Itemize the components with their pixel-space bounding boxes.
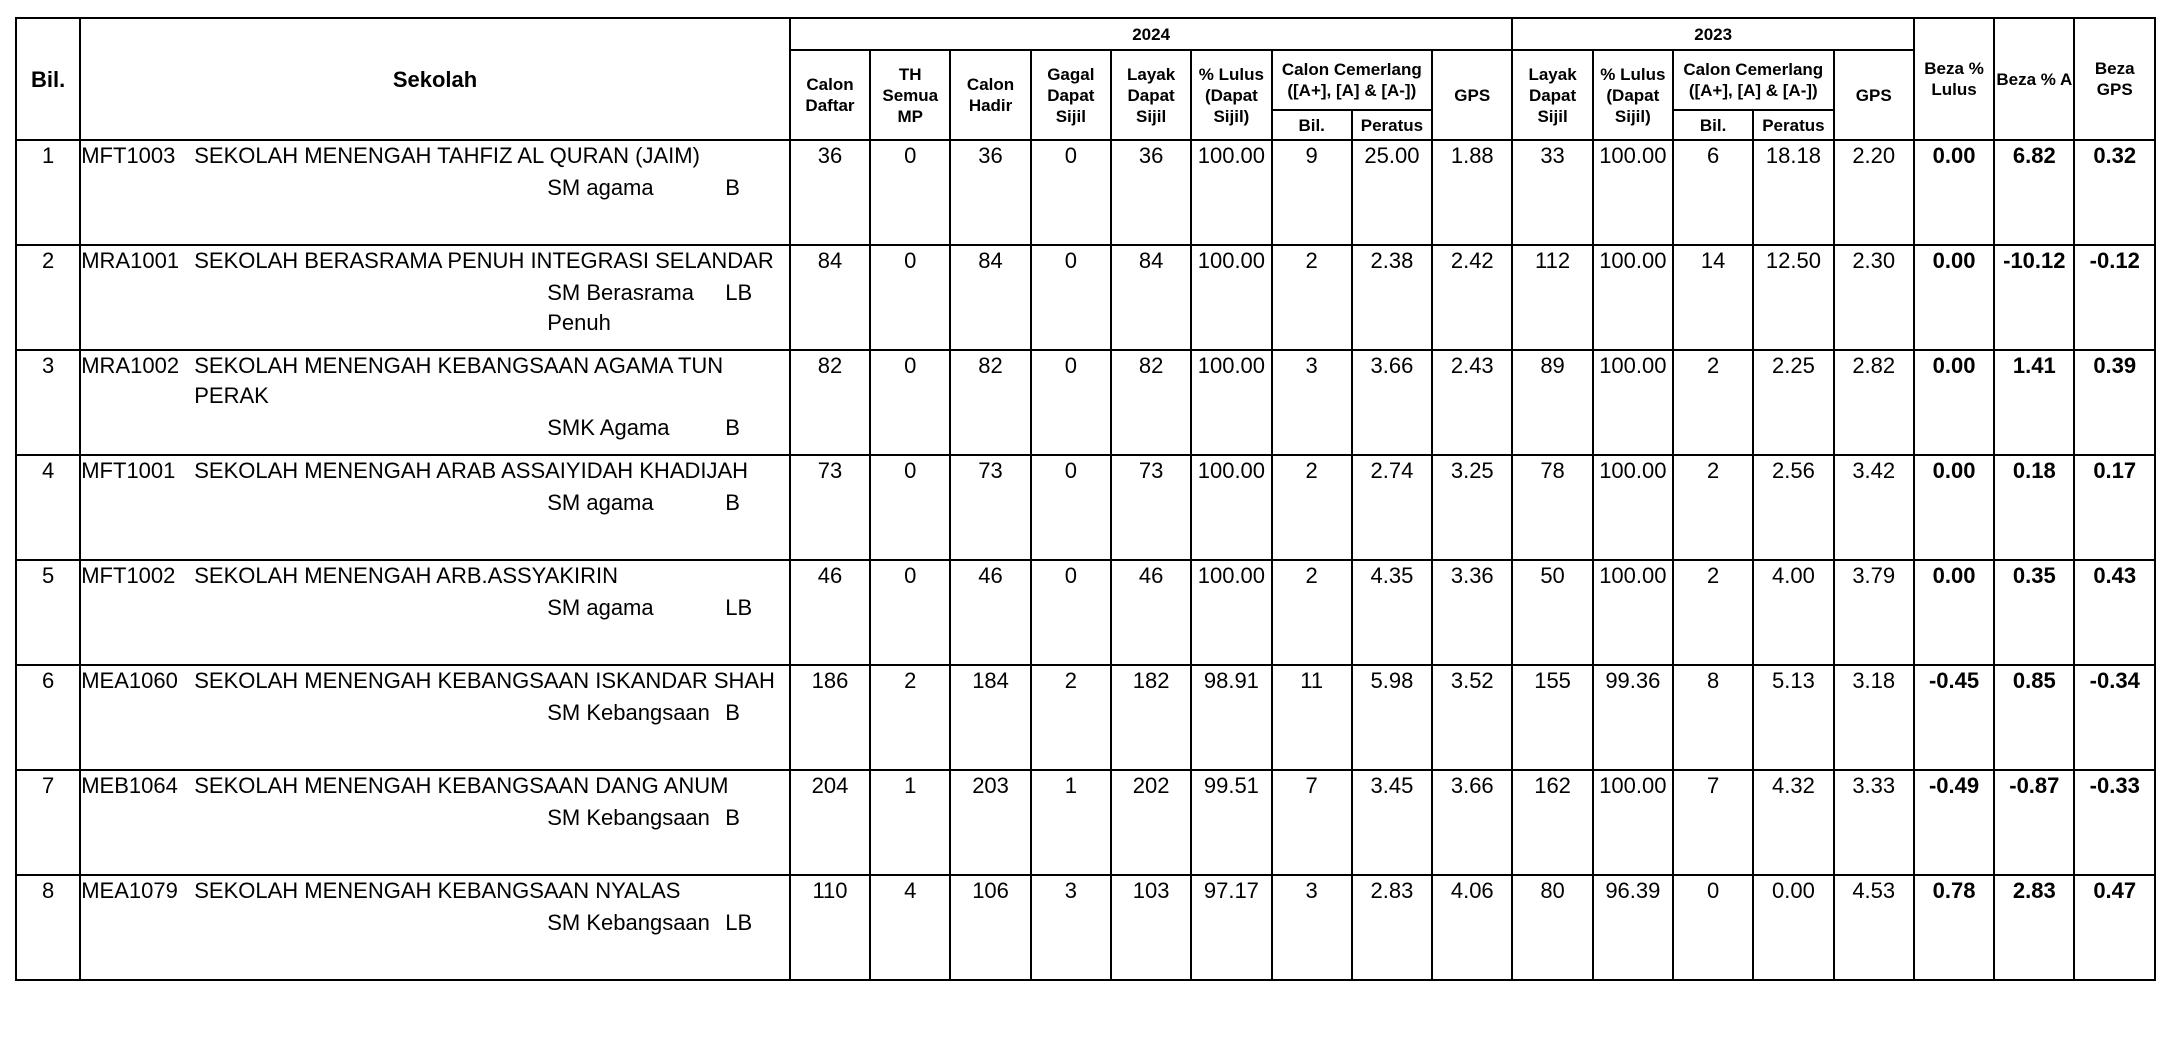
cell-cemerlang-bil: 2 xyxy=(1272,560,1352,665)
cell-prev-gps: 3.18 xyxy=(1834,665,1914,770)
header-year-2023: 2023 xyxy=(1512,18,1913,50)
school-type: SMK Agama xyxy=(547,415,670,440)
cell-layak-dapat-sijil: 36 xyxy=(1111,140,1191,245)
cell-gps: 4.06 xyxy=(1432,875,1512,980)
cell-beza-lulus: -0.45 xyxy=(1914,665,1994,770)
cell-beza-lulus: 0.00 xyxy=(1914,455,1994,560)
cell-bil: 1 xyxy=(16,140,80,245)
cell-gagal-dapat-sijil: 0 xyxy=(1031,560,1111,665)
header-th-semua-mp: TH Semua MP xyxy=(870,50,950,140)
cell-beza-lulus: 0.78 xyxy=(1914,875,1994,980)
cell-calon-hadir: 203 xyxy=(950,770,1030,875)
header-calon-cemerlang: Calon Cemerlang ([A+], [A] & [A-]) xyxy=(1272,50,1433,110)
school-status: B xyxy=(725,175,740,200)
school-code: MFT1002 xyxy=(81,563,176,588)
table-row xyxy=(16,875,2155,980)
cell-th-semua-mp: 0 xyxy=(870,455,950,560)
cell-calon-hadir: 106 xyxy=(950,875,1030,980)
cell-gagal-dapat-sijil: 0 xyxy=(1031,245,1111,350)
header-gps: GPS xyxy=(1432,50,1512,140)
school-name: SEKOLAH MENENGAH KEBANGSAAN NYALAS xyxy=(194,878,681,903)
cell-cemerlang-peratus: 3.45 xyxy=(1352,770,1432,875)
cell-prev-layak-dapat-sijil: 33 xyxy=(1512,140,1592,245)
header-gagal-dapat-sijil: Gagal Dapat Sijil xyxy=(1031,50,1111,140)
cell-gagal-dapat-sijil: 0 xyxy=(1031,140,1111,245)
cell-cemerlang-bil: 3 xyxy=(1272,875,1352,980)
table-row xyxy=(16,560,2155,665)
cell-th-semua-mp: 1 xyxy=(870,770,950,875)
cell-prev-cemerlang-peratus: 2.56 xyxy=(1753,455,1833,560)
header-beza-lulus: Beza % Lulus xyxy=(1914,18,1994,140)
school-name: SEKOLAH MENENGAH KEBANGSAAN DANG ANUM xyxy=(194,773,729,798)
cell-beza-a: 6.82 xyxy=(1994,140,2074,245)
school-type: SM agama xyxy=(547,490,654,515)
cell-cemerlang-bil: 2 xyxy=(1272,245,1352,350)
cell-beza-gps: -0.12 xyxy=(2074,245,2155,350)
school-status: LB xyxy=(725,280,753,305)
school-name: SEKOLAH MENENGAH TAHFIZ AL QURAN (JAIM) xyxy=(194,143,700,168)
cell-th-semua-mp: 0 xyxy=(870,560,950,665)
cell-prev-layak-dapat-sijil: 155 xyxy=(1512,665,1592,770)
cell-prev-cemerlang-peratus: 0.00 xyxy=(1753,875,1833,980)
cell-pct-lulus: 99.51 xyxy=(1191,770,1271,875)
cell-prev-layak-dapat-sijil: 50 xyxy=(1512,560,1592,665)
cell-gps: 3.25 xyxy=(1432,455,1512,560)
cell-prev-gps: 2.30 xyxy=(1834,245,1914,350)
school-status: B xyxy=(725,805,740,830)
cell-gagal-dapat-sijil: 0 xyxy=(1031,350,1111,455)
cell-gagal-dapat-sijil: 0 xyxy=(1031,455,1111,560)
cell-cemerlang-peratus: 2.74 xyxy=(1352,455,1432,560)
school-code: MRA1001 xyxy=(81,248,180,273)
school-name: SEKOLAH MENENGAH KEBANGSAAN AGAMA TUN PERAK xyxy=(194,353,724,408)
school-name: SEKOLAH MENENGAH ARAB ASSAIYIDAH KHADIJAH xyxy=(194,458,749,483)
cell-sekolah xyxy=(80,455,790,560)
cell-cemerlang-peratus: 5.98 xyxy=(1352,665,1432,770)
cell-th-semua-mp: 2 xyxy=(870,665,950,770)
cell-beza-gps: 0.43 xyxy=(2074,560,2155,665)
cell-beza-a: 0.35 xyxy=(1994,560,2074,665)
cell-th-semua-mp: 4 xyxy=(870,875,950,980)
cell-cemerlang-bil: 2 xyxy=(1272,455,1352,560)
cell-pct-lulus: 100.00 xyxy=(1191,245,1271,350)
cell-sekolah xyxy=(80,875,790,980)
school-status: B xyxy=(725,490,740,515)
cell-prev-gps: 2.82 xyxy=(1834,350,1914,455)
school-name: SEKOLAH MENENGAH ARB.ASSYAKIRIN xyxy=(194,563,619,588)
header-beza-a: Beza % A xyxy=(1994,18,2074,140)
header-bil: Bil. xyxy=(16,18,80,140)
cell-cemerlang-bil: 3 xyxy=(1272,350,1352,455)
cell-sekolah xyxy=(80,140,790,245)
header-calon-hadir: Calon Hadir xyxy=(950,50,1030,140)
cell-prev-cemerlang-bil: 6 xyxy=(1673,140,1753,245)
cell-layak-dapat-sijil: 73 xyxy=(1111,455,1191,560)
cell-prev-pct-lulus: 99.36 xyxy=(1593,665,1673,770)
cell-calon-daftar: 186 xyxy=(790,665,870,770)
school-name: SEKOLAH BERASRAMA PENUH INTEGRASI SELANDAR xyxy=(194,248,774,273)
cell-gps: 3.66 xyxy=(1432,770,1512,875)
results-table xyxy=(15,17,2156,981)
cell-layak-dapat-sijil: 46 xyxy=(1111,560,1191,665)
cell-beza-lulus: 0.00 xyxy=(1914,560,1994,665)
header-prev-cemerlang-bil: Bil. xyxy=(1673,110,1753,140)
cell-pct-lulus: 97.17 xyxy=(1191,875,1271,980)
table-row xyxy=(16,770,2155,875)
header-calon-daftar: Calon Daftar xyxy=(790,50,870,140)
cell-th-semua-mp: 0 xyxy=(870,140,950,245)
cell-layak-dapat-sijil: 103 xyxy=(1111,875,1191,980)
cell-beza-lulus: 0.00 xyxy=(1914,245,1994,350)
cell-calon-hadir: 184 xyxy=(950,665,1030,770)
cell-gps: 2.43 xyxy=(1432,350,1512,455)
cell-sekolah xyxy=(80,350,790,455)
cell-prev-gps: 4.53 xyxy=(1834,875,1914,980)
cell-cemerlang-bil: 9 xyxy=(1272,140,1352,245)
cell-prev-cemerlang-bil: 7 xyxy=(1673,770,1753,875)
table-header xyxy=(16,18,2155,140)
cell-cemerlang-peratus: 4.35 xyxy=(1352,560,1432,665)
table-row xyxy=(16,665,2155,770)
cell-bil: 3 xyxy=(16,350,80,455)
cell-beza-gps: 0.39 xyxy=(2074,350,2155,455)
cell-cemerlang-bil: 11 xyxy=(1272,665,1352,770)
cell-prev-pct-lulus: 96.39 xyxy=(1593,875,1673,980)
cell-prev-layak-dapat-sijil: 162 xyxy=(1512,770,1592,875)
header-prev-cemerlang-peratus: Peratus xyxy=(1753,110,1833,140)
cell-bil: 5 xyxy=(16,560,80,665)
header-cemerlang-bil: Bil. xyxy=(1272,110,1352,140)
cell-beza-a: -10.12 xyxy=(1994,245,2074,350)
cell-gps: 2.42 xyxy=(1432,245,1512,350)
cell-pct-lulus: 100.00 xyxy=(1191,140,1271,245)
header-layak-dapat-sijil: Layak Dapat Sijil xyxy=(1111,50,1191,140)
cell-beza-a: 0.85 xyxy=(1994,665,2074,770)
cell-calon-daftar: 110 xyxy=(790,875,870,980)
cell-bil: 6 xyxy=(16,665,80,770)
header-cemerlang-peratus: Peratus xyxy=(1352,110,1432,140)
cell-prev-pct-lulus: 100.00 xyxy=(1593,245,1673,350)
cell-calon-daftar: 36 xyxy=(790,140,870,245)
cell-calon-daftar: 73 xyxy=(790,455,870,560)
school-type: SM Berasrama Penuh xyxy=(547,280,694,335)
cell-layak-dapat-sijil: 202 xyxy=(1111,770,1191,875)
cell-sekolah xyxy=(80,665,790,770)
school-status: LB xyxy=(725,595,753,620)
cell-prev-cemerlang-bil: 2 xyxy=(1673,350,1753,455)
cell-prev-layak-dapat-sijil: 80 xyxy=(1512,875,1592,980)
cell-bil: 2 xyxy=(16,245,80,350)
cell-cemerlang-peratus: 2.38 xyxy=(1352,245,1432,350)
cell-prev-cemerlang-peratus: 2.25 xyxy=(1753,350,1833,455)
cell-prev-pct-lulus: 100.00 xyxy=(1593,140,1673,245)
table-row xyxy=(16,140,2155,245)
cell-pct-lulus: 100.00 xyxy=(1191,350,1271,455)
cell-prev-layak-dapat-sijil: 112 xyxy=(1512,245,1592,350)
cell-sekolah xyxy=(80,560,790,665)
cell-beza-gps: 0.32 xyxy=(2074,140,2155,245)
header-pct-lulus: % Lulus (Dapat Sijil) xyxy=(1191,50,1271,140)
cell-prev-cemerlang-peratus: 4.32 xyxy=(1753,770,1833,875)
cell-beza-gps: -0.34 xyxy=(2074,665,2155,770)
cell-prev-cemerlang-bil: 8 xyxy=(1673,665,1753,770)
header-prev-gps: GPS xyxy=(1834,50,1914,140)
cell-prev-pct-lulus: 100.00 xyxy=(1593,770,1673,875)
table-row xyxy=(16,245,2155,350)
cell-layak-dapat-sijil: 84 xyxy=(1111,245,1191,350)
cell-calon-hadir: 36 xyxy=(950,140,1030,245)
cell-prev-layak-dapat-sijil: 78 xyxy=(1512,455,1592,560)
cell-calon-hadir: 73 xyxy=(950,455,1030,560)
cell-beza-gps: -0.33 xyxy=(2074,770,2155,875)
cell-calon-daftar: 204 xyxy=(790,770,870,875)
cell-beza-a: -0.87 xyxy=(1994,770,2074,875)
cell-prev-pct-lulus: 100.00 xyxy=(1593,560,1673,665)
cell-prev-gps: 3.42 xyxy=(1834,455,1914,560)
cell-beza-gps: 0.47 xyxy=(2074,875,2155,980)
table-row xyxy=(16,455,2155,560)
school-code: MRA1002 xyxy=(81,353,180,378)
school-type: SM Kebangsaan xyxy=(547,700,710,725)
school-status: LB xyxy=(725,910,753,935)
cell-prev-cemerlang-peratus: 18.18 xyxy=(1753,140,1833,245)
school-type: SM agama xyxy=(547,175,654,200)
table-row xyxy=(16,350,2155,455)
cell-gagal-dapat-sijil: 1 xyxy=(1031,770,1111,875)
school-code: MEA1079 xyxy=(81,878,178,903)
cell-beza-a: 1.41 xyxy=(1994,350,2074,455)
cell-calon-hadir: 46 xyxy=(950,560,1030,665)
cell-calon-hadir: 84 xyxy=(950,245,1030,350)
cell-layak-dapat-sijil: 82 xyxy=(1111,350,1191,455)
cell-prev-cemerlang-peratus: 5.13 xyxy=(1753,665,1833,770)
header-beza-gps: Beza GPS xyxy=(2074,18,2155,140)
school-code: MEA1060 xyxy=(81,668,178,693)
header-prev-calon-cemerlang: Calon Cemerlang ([A+], [A] & [A-]) xyxy=(1673,50,1834,110)
cell-sekolah xyxy=(80,770,790,875)
cell-gps: 1.88 xyxy=(1432,140,1512,245)
cell-beza-a: 0.18 xyxy=(1994,455,2074,560)
cell-calon-hadir: 82 xyxy=(950,350,1030,455)
cell-prev-gps: 2.20 xyxy=(1834,140,1914,245)
cell-beza-lulus: -0.49 xyxy=(1914,770,1994,875)
cell-cemerlang-bil: 7 xyxy=(1272,770,1352,875)
cell-prev-cemerlang-bil: 14 xyxy=(1673,245,1753,350)
cell-th-semua-mp: 0 xyxy=(870,350,950,455)
cell-pct-lulus: 98.91 xyxy=(1191,665,1271,770)
school-status: B xyxy=(725,700,740,725)
cell-prev-cemerlang-bil: 0 xyxy=(1673,875,1753,980)
cell-bil: 4 xyxy=(16,455,80,560)
school-code: MFT1001 xyxy=(81,458,176,483)
cell-prev-pct-lulus: 100.00 xyxy=(1593,350,1673,455)
cell-calon-daftar: 82 xyxy=(790,350,870,455)
cell-prev-gps: 3.33 xyxy=(1834,770,1914,875)
school-code: MFT1003 xyxy=(81,143,176,168)
cell-bil: 8 xyxy=(16,875,80,980)
cell-beza-lulus: 0.00 xyxy=(1914,350,1994,455)
school-type: SM Kebangsaan xyxy=(547,805,710,830)
cell-prev-cemerlang-peratus: 12.50 xyxy=(1753,245,1833,350)
cell-calon-daftar: 46 xyxy=(790,560,870,665)
cell-pct-lulus: 100.00 xyxy=(1191,455,1271,560)
school-status: B xyxy=(725,415,740,440)
school-type: SM agama xyxy=(547,595,654,620)
school-type: SM Kebangsaan xyxy=(547,910,710,935)
header-prev-layak-dapat-sijil: Layak Dapat Sijil xyxy=(1512,50,1592,140)
cell-beza-lulus: 0.00 xyxy=(1914,140,1994,245)
cell-layak-dapat-sijil: 182 xyxy=(1111,665,1191,770)
cell-cemerlang-peratus: 2.83 xyxy=(1352,875,1432,980)
cell-pct-lulus: 100.00 xyxy=(1191,560,1271,665)
cell-beza-gps: 0.17 xyxy=(2074,455,2155,560)
cell-gps: 3.36 xyxy=(1432,560,1512,665)
cell-gagal-dapat-sijil: 2 xyxy=(1031,665,1111,770)
header-sekolah: Sekolah xyxy=(80,18,790,140)
cell-gps: 3.52 xyxy=(1432,665,1512,770)
cell-prev-cemerlang-bil: 2 xyxy=(1673,560,1753,665)
cell-prev-cemerlang-bil: 2 xyxy=(1673,455,1753,560)
cell-th-semua-mp: 0 xyxy=(870,245,950,350)
cell-prev-gps: 3.79 xyxy=(1834,560,1914,665)
cell-prev-layak-dapat-sijil: 89 xyxy=(1512,350,1592,455)
cell-cemerlang-peratus: 3.66 xyxy=(1352,350,1432,455)
header-prev-pct-lulus: % Lulus (Dapat Sijil) xyxy=(1593,50,1673,140)
school-code: MEB1064 xyxy=(81,773,178,798)
cell-sekolah xyxy=(80,245,790,350)
cell-calon-daftar: 84 xyxy=(790,245,870,350)
cell-prev-cemerlang-peratus: 4.00 xyxy=(1753,560,1833,665)
cell-prev-pct-lulus: 100.00 xyxy=(1593,455,1673,560)
table-body xyxy=(16,140,2155,980)
cell-beza-a: 2.83 xyxy=(1994,875,2074,980)
cell-bil: 7 xyxy=(16,770,80,875)
cell-cemerlang-peratus: 25.00 xyxy=(1352,140,1432,245)
school-name: SEKOLAH MENENGAH KEBANGSAAN ISKANDAR SHAH xyxy=(194,668,775,693)
cell-gagal-dapat-sijil: 3 xyxy=(1031,875,1111,980)
header-year-2024: 2024 xyxy=(790,18,1513,50)
